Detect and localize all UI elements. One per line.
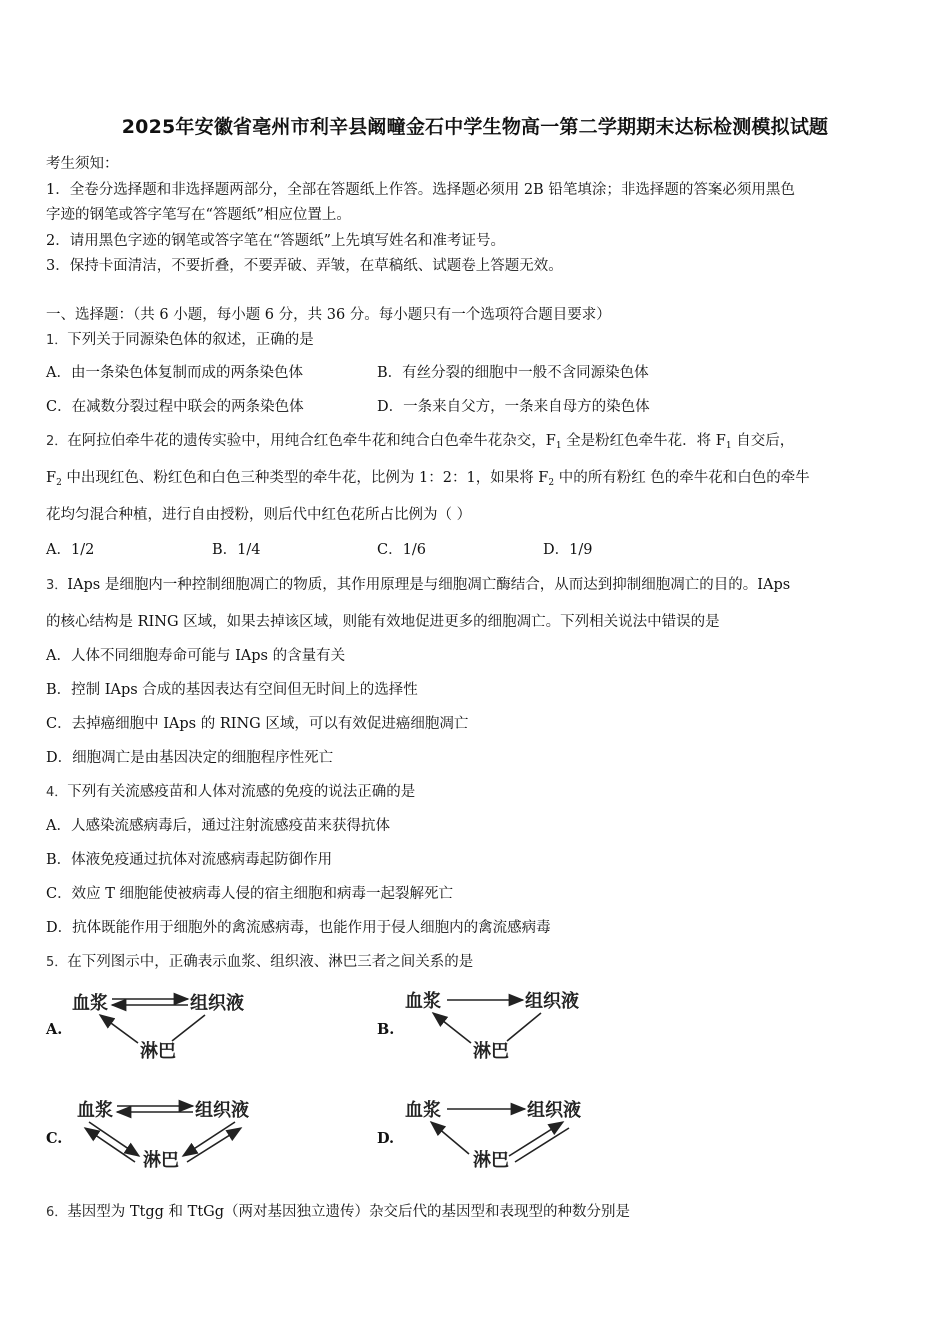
question-5 bbox=[46, 950, 473, 971]
q2-option-c: C．1/6 bbox=[377, 542, 426, 558]
q2-option-a: A．1/2 bbox=[46, 542, 95, 558]
node-lymph: 淋巴 bbox=[140, 1041, 176, 1062]
question-2-line-2 bbox=[46, 466, 810, 488]
notice-item-1: 1．全卷分选择题和非选择题两部分，全部在答题纸上作答。选择题必须用 2B 铅笔填涂；非选择题的答案必须用黑色 bbox=[46, 182, 795, 198]
question-3-line-2: 的核心结构是 RING 区域，如果去掉该区域，则能有效地促进更多的细胞凋亡。下列相关说法中错误的是 bbox=[46, 614, 720, 630]
node-plasma: 血浆 bbox=[77, 1100, 113, 1121]
q3-option-a: A．人体不同细胞寿命可能与 IAps 的含量有关 bbox=[46, 648, 346, 664]
arrow-lymph-to-tissue bbox=[509, 1122, 563, 1156]
q3-text-1: IAps 是细胞内一种控制细胞凋亡的物质，其作用原理是与细胞凋亡酶结合，从而达到抑制细胞凋亡的目的。IAps bbox=[67, 577, 791, 593]
q1-option-b: B．有丝分裂的细胞中一般不含同源染色体 bbox=[377, 365, 649, 381]
q5-option-a-label: A. bbox=[46, 1021, 63, 1038]
arrow-plasma-to-lymph bbox=[89, 1122, 139, 1156]
arrow-lymph-to-plasma bbox=[85, 1128, 135, 1162]
q2-text-1a: 在阿拉伯牵牛花的遗传实验中，用纯合红色牵牛花和纯合白色牵牛花杂交，F bbox=[67, 433, 556, 449]
arrow-lymph-to-plasma bbox=[100, 1015, 138, 1043]
q4-option-b: B．体液免疫通过抗体对流感病毒起防御作用 bbox=[46, 852, 333, 868]
line-lymph-tissue-2 bbox=[515, 1128, 569, 1162]
section-heading: 一、选择题：（共 6 小题，每小题 6 分，共 36 分。每小题只有一个选项符合题目要求） bbox=[46, 307, 611, 323]
q4-option-d: D．抗体既能作用于细胞外的禽流感病毒，也能作用于侵人细胞内的禽流感病毒 bbox=[46, 920, 551, 936]
q1-option-a: A．由一条染色体复制而成的两条染色体 bbox=[46, 365, 303, 381]
question-6 bbox=[46, 1200, 630, 1221]
q5-diagram-a bbox=[70, 985, 270, 1065]
q2-text-1b: 全是粉红色牵牛花．将 F bbox=[561, 433, 726, 449]
node-tissue: 组织液 bbox=[525, 991, 579, 1012]
q3-option-d: D．细胞凋亡是由基因决定的细胞程序性死亡 bbox=[46, 750, 334, 766]
node-lymph: 淋巴 bbox=[473, 1041, 509, 1062]
exam-title: 2025年安徽省亳州市利辛县阚疃金石中学生物高一第二学期期末达标检测模拟试题 bbox=[121, 116, 829, 138]
question-number: 3． bbox=[46, 578, 68, 593]
question-number: 6． bbox=[46, 1205, 68, 1220]
notice-item-3: 3．保持卡面清洁，不要折叠，不要弄破、弄皱，在草稿纸、试题卷上答题无效。 bbox=[46, 258, 563, 274]
line-tissue-to-lymph bbox=[172, 1015, 205, 1041]
q5-diagram-c bbox=[75, 1094, 275, 1174]
q5-option-d-label: D. bbox=[377, 1130, 395, 1147]
node-tissue: 组织液 bbox=[190, 993, 244, 1014]
line-tissue-to-lymph bbox=[507, 1013, 541, 1041]
question-2-line-1 bbox=[46, 429, 794, 451]
notice-heading: 考生须知： bbox=[46, 156, 119, 172]
notice-item-2: 2．请用黑色字迹的钢笔或答字笔在“答题纸”上先填写姓名和准考证号。 bbox=[46, 233, 506, 249]
q1-option-c: C．在减数分裂过程中联会的两条染色体 bbox=[46, 399, 304, 415]
arrow-tissue-to-lymph bbox=[183, 1122, 235, 1156]
subscript: 1 bbox=[555, 441, 562, 451]
node-lymph: 淋巴 bbox=[143, 1150, 179, 1171]
q2-option-d: D．1/9 bbox=[543, 542, 593, 558]
notice-item-1-cont: 字迹的钢笔或答字笔写在“答题纸”相应位置上。 bbox=[46, 207, 351, 223]
arrow-lymph-to-plasma bbox=[431, 1122, 469, 1154]
q1-option-d: D．一条来自父方，一条来自母方的染色体 bbox=[377, 399, 650, 415]
question-3-line-1 bbox=[46, 573, 790, 594]
question-number: 2． bbox=[46, 434, 68, 449]
node-tissue: 组织液 bbox=[527, 1100, 581, 1121]
question-4 bbox=[46, 780, 415, 801]
q3-option-b: B．控制 IAps 合成的基因表达有空间但无时间上的选择性 bbox=[46, 682, 418, 698]
q5-diagram-b bbox=[403, 985, 603, 1065]
q5-option-b-label: B. bbox=[377, 1021, 395, 1038]
node-lymph: 淋巴 bbox=[473, 1150, 509, 1171]
question-stem: 基因型为 Ttgg 和 TtGg（两对基因独立遗传）杂交后代的基因型和表现型的种数分别是 bbox=[67, 1204, 631, 1220]
arrow-lymph-to-plasma bbox=[433, 1013, 471, 1043]
question-stem: 下列有关流感疫苗和人体对流感的免疫的说法正确的是 bbox=[67, 784, 416, 800]
subscript: 2 bbox=[56, 478, 62, 488]
q3-option-c: C．去掉癌细胞中 IAps 的 RING 区域，可以有效促进癌细胞凋亡 bbox=[46, 716, 469, 732]
question-number: 1． bbox=[46, 333, 68, 348]
question-stem: 下列关于同源染色体的叙述，正确的是 bbox=[67, 332, 314, 348]
question-stem: 在下列图示中，正确表示血浆、组织液、淋巴三者之间关系的是 bbox=[67, 954, 474, 970]
node-tissue: 组织液 bbox=[195, 1100, 249, 1121]
q4-option-a: A．人感染流感病毒后，通过注射流感疫苗来获得抗体 bbox=[46, 818, 390, 834]
q2-text-2b: 中出现红色、粉红色和白色三种类型的牵牛花，比例为 1：2：1，如果将 F bbox=[61, 470, 549, 486]
arrow-lymph-to-tissue bbox=[187, 1128, 241, 1162]
subscript: 1 bbox=[725, 441, 732, 451]
question-2-line-3: 花均匀混合种植，进行自由授粉，则后代中红色花所占比例为（ ） bbox=[46, 507, 472, 523]
q2-option-b: B．1/4 bbox=[212, 542, 261, 558]
q2-text-2c: 中的所有粉红 色的牵牛花和白色的牵牛 bbox=[554, 470, 810, 486]
node-plasma: 血浆 bbox=[405, 991, 441, 1012]
question-1 bbox=[46, 328, 314, 349]
node-plasma: 血浆 bbox=[405, 1100, 441, 1121]
q5-option-c-label: C. bbox=[46, 1130, 63, 1147]
q2-text-1c: 自交后， bbox=[731, 433, 795, 449]
q2-text-2a: F bbox=[46, 470, 57, 486]
question-number: 4． bbox=[46, 785, 68, 800]
subscript: 2 bbox=[548, 478, 555, 488]
q5-diagram-d bbox=[403, 1094, 603, 1174]
q4-option-c: C．效应 T 细胞能使被病毒人侵的宿主细胞和病毒一起裂解死亡 bbox=[46, 886, 453, 902]
question-number: 5． bbox=[46, 955, 68, 970]
node-plasma: 血浆 bbox=[72, 993, 108, 1014]
